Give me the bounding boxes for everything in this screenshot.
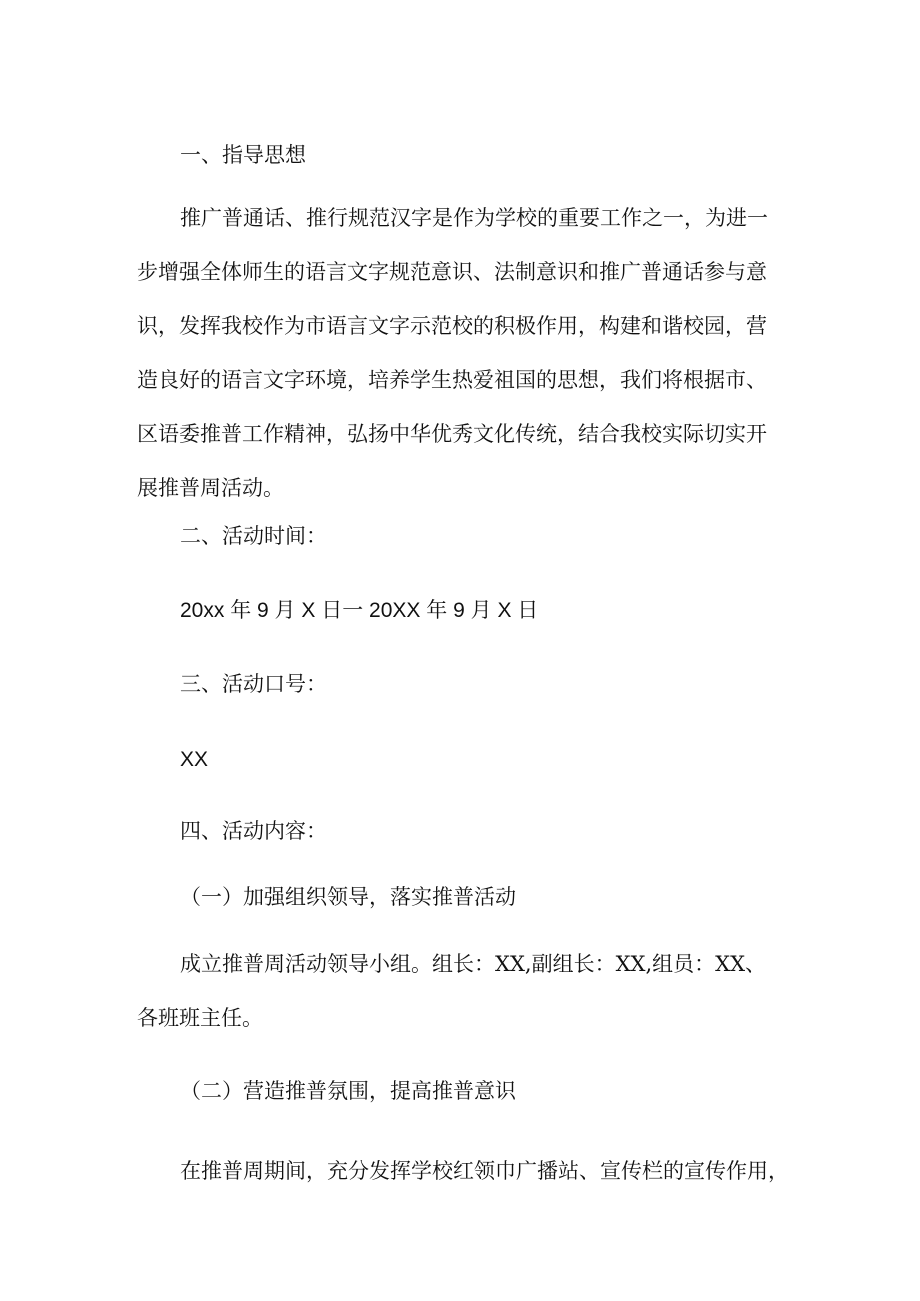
activity-slogan: XX	[180, 748, 209, 771]
subsection2-heading: （二）营造推普氛围，提高推普意识	[180, 1079, 516, 1103]
section3-heading: 三、活动口号：	[180, 672, 327, 696]
section1-para-line-4: 造良好的语言文字环境，培养学生热爱祖国的思想，我们将根据市、	[137, 368, 767, 392]
section1-para-line-2: 步增强全体师生的语言文字规范意识、法制意识和推广普通话参与意	[137, 260, 767, 284]
section1-para-line-1: 推广普通话、推行规范汉字是作为学校的重要工作之一，为进一	[180, 206, 768, 230]
section1-para-line-5: 区语委推普工作精神，弘扬中华优秀文化传统，结合我校实际切实开	[137, 422, 767, 446]
subsection1-para-line-1: 成立推普周活动领导小组。组长：XX,副组长：XX,组员：XX、	[180, 952, 767, 976]
section4-heading: 四、活动内容：	[180, 819, 327, 843]
section1-heading: 一、指导思想	[180, 143, 306, 167]
section2-heading: 二、活动时间：	[180, 524, 327, 548]
section1-para-line-6: 展推普周活动。	[137, 476, 284, 500]
subsection1-heading: （一）加强组织领导，落实推普活动	[180, 885, 516, 909]
section1-para-line-3: 识，发挥我校作为市语言文字示范校的积极作用，构建和谐校园，营	[137, 314, 767, 338]
activity-date-range: 20xx 年 9 月 X 日一 20XX 年 9 月 X 日	[180, 599, 539, 622]
subsection1-para-line-2: 各班班主任。	[137, 1006, 263, 1030]
subsection2-para-line-1: 在推普周期间，充分发挥学校红领巾广播站、宣传栏的宣传作用，	[180, 1159, 789, 1183]
